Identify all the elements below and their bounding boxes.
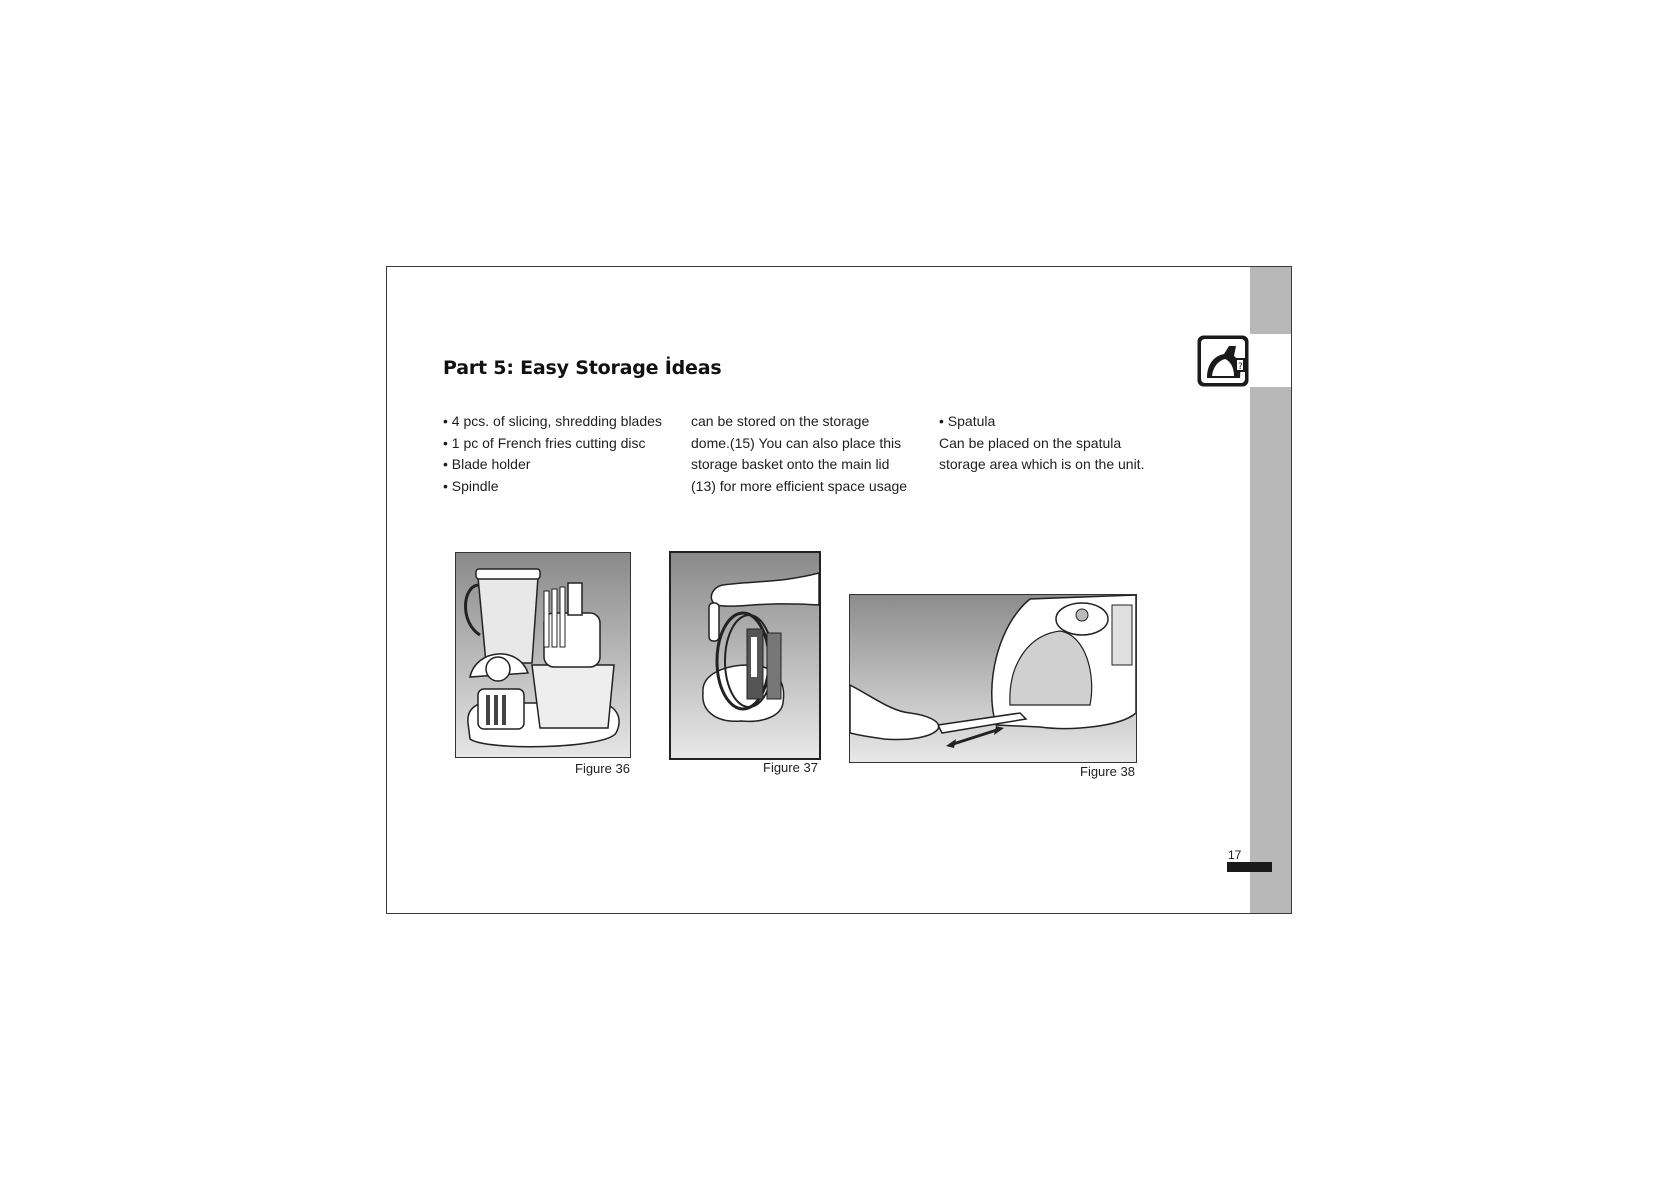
column-line: • 1 pc of French fries cutting disc	[443, 434, 646, 451]
column-line: • Spindle	[443, 478, 499, 495]
svg-text:?: ?	[1238, 362, 1243, 372]
page-title: Part 5: Easy Storage İdeas	[443, 357, 722, 379]
figure-37-illustration	[669, 551, 821, 760]
kettle-icon	[1196, 334, 1250, 388]
side-tab-notch	[1250, 334, 1291, 387]
text-column-2	[691, 411, 907, 498]
column-line: • Spatula	[939, 413, 996, 429]
column-line: (13) for more efficient space usage	[691, 478, 908, 495]
figure-38-caption: Figure 38	[1080, 764, 1135, 779]
column-line: dome.(15) You can also place this	[691, 434, 902, 451]
column-line: Can be placed on the spatula	[939, 434, 1122, 451]
figure-37-caption: Figure 37	[763, 760, 818, 775]
column-line: • Blade holder	[443, 456, 531, 473]
column-line: • 4 pcs. of slicing, shredding blades	[443, 413, 662, 429]
text-column-3	[939, 411, 1144, 476]
column-line: storage area which is on the unit.	[939, 456, 1145, 473]
column-line: storage basket onto the main lid	[691, 456, 890, 473]
side-strip	[1250, 267, 1291, 913]
column-line: can be stored on the storage	[691, 413, 870, 429]
page-number: 17	[1228, 848, 1242, 862]
figure-36-caption: Figure 36	[575, 761, 630, 776]
figure-36-illustration	[455, 552, 631, 758]
text-column-1	[443, 411, 662, 498]
figure-38-illustration	[849, 594, 1137, 763]
manual-page	[386, 266, 1292, 914]
page-number-bar	[1227, 862, 1272, 872]
